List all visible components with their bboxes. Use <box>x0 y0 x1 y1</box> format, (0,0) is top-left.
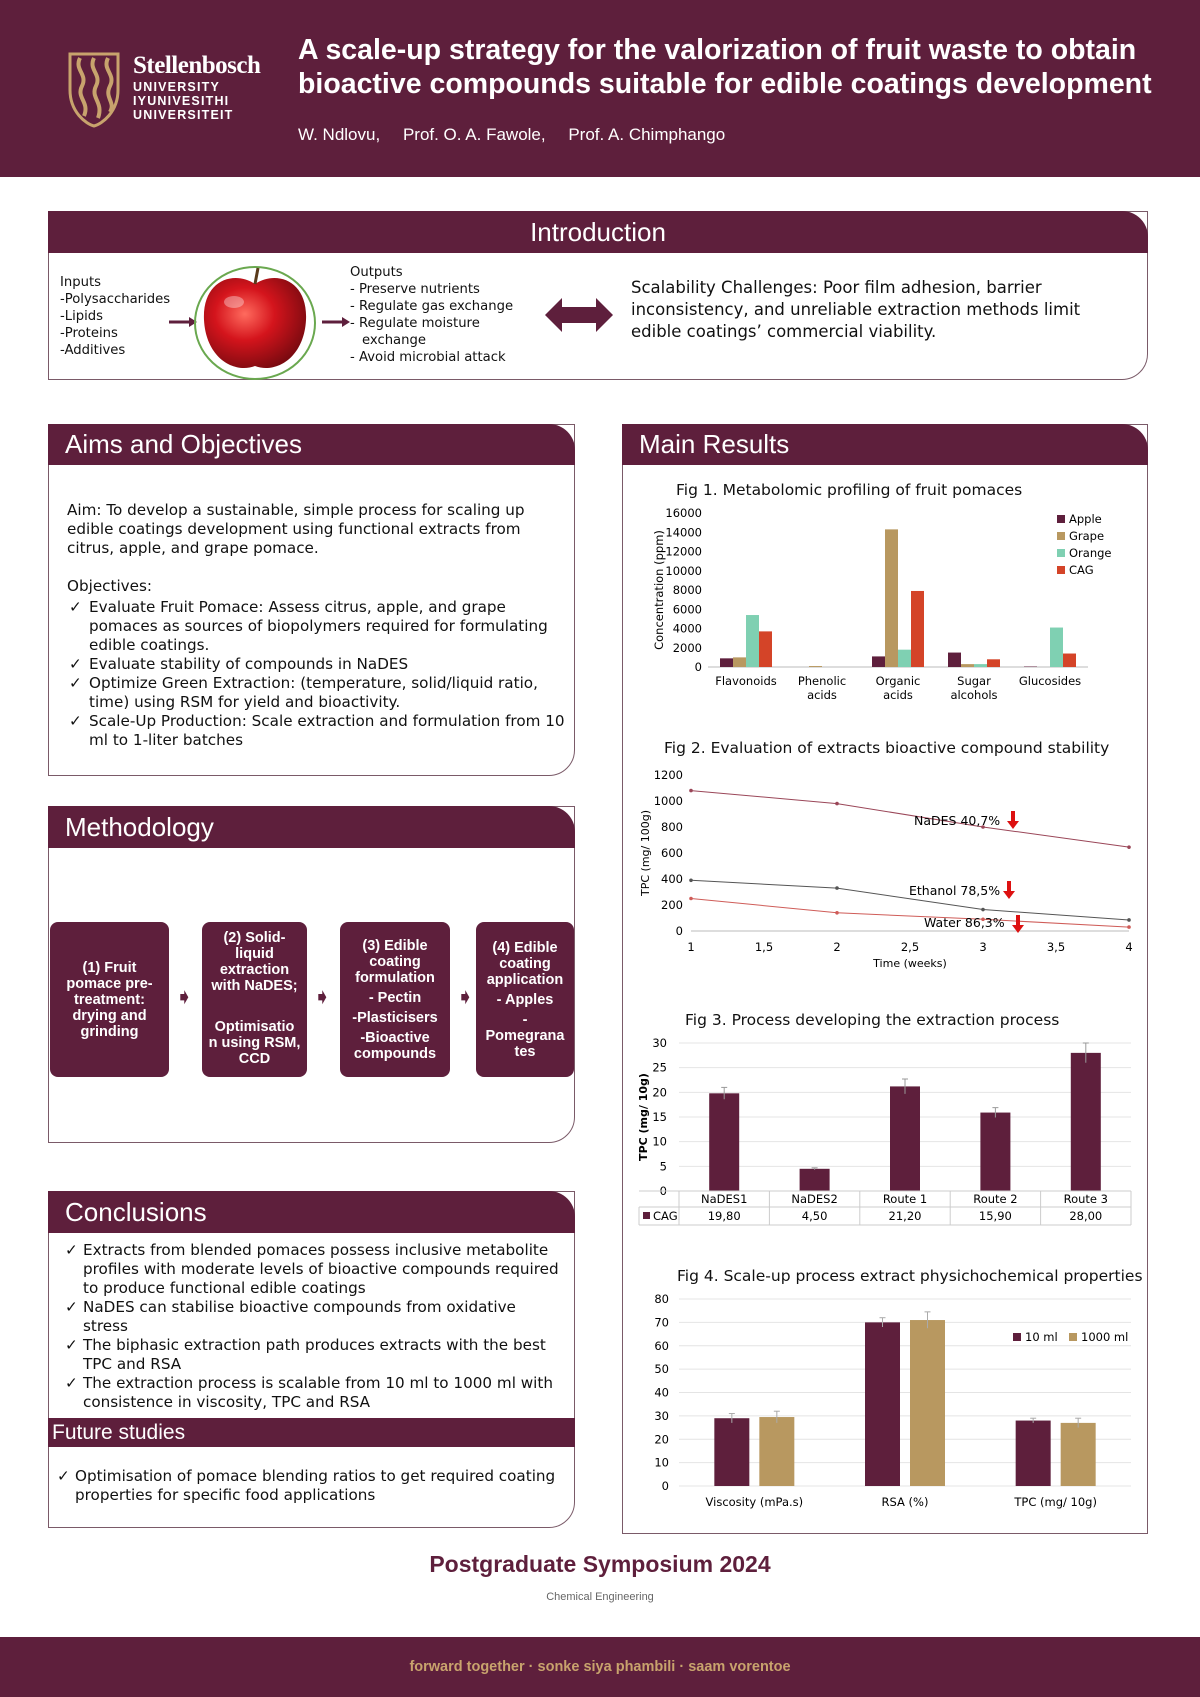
y-tick-label: 6000 <box>672 602 702 617</box>
y-tick-label: 0 <box>659 1184 667 1198</box>
aims-panel <box>48 424 575 776</box>
step-line: coating <box>499 955 551 972</box>
author: Prof. A. Chimphango <box>568 125 726 144</box>
data-point <box>835 802 839 806</box>
introduction-heading: Introduction <box>48 211 1148 253</box>
step-line: - <box>522 1011 528 1028</box>
poster-header <box>0 0 1200 177</box>
poster-title: A scale-up strategy for the valorization of fruit waste to obtain bioactive compounds suitable for edible coatings development <box>298 34 1152 100</box>
step-line: formulation <box>355 969 435 986</box>
step-arrow-icon: ➧ <box>313 985 332 1010</box>
annotation-label: Water 86,3% <box>924 915 1005 930</box>
step-application <box>476 922 574 1077</box>
bar <box>1016 1421 1051 1486</box>
step-line: liquid <box>235 946 274 962</box>
bar <box>910 1320 945 1486</box>
y-tick-label: 10000 <box>665 563 702 578</box>
logo-line: UNIVERSITY <box>133 80 221 94</box>
aims-body <box>67 501 565 750</box>
logo-line: IYUNIVESITHI <box>133 94 230 108</box>
bar <box>809 666 822 667</box>
arrow-right-icon <box>322 316 350 328</box>
step-line: coating <box>369 953 421 970</box>
data-table-value: 15,90 <box>978 1209 1012 1223</box>
future-studies-heading: Future studies <box>48 1418 575 1447</box>
step-formulation <box>340 922 450 1077</box>
y-tick-label: 80 <box>654 1292 669 1306</box>
objectives-label: Objectives: <box>67 577 153 595</box>
x-tick-label: 3,5 <box>1046 940 1066 954</box>
annotation-label: NaDES 40,7% <box>914 813 1001 828</box>
step-line: (4) Edible <box>492 939 558 956</box>
fig2-chart <box>623 765 1147 983</box>
legend-swatch <box>643 1212 650 1219</box>
fig1-chart <box>623 503 1147 703</box>
y-tick-label: 8000 <box>672 583 702 597</box>
legend-swatch <box>1057 515 1065 523</box>
step-line: application <box>486 971 564 988</box>
legend-label: 1000 ml <box>1081 1330 1129 1344</box>
inputs-item: -Lipids <box>60 309 104 324</box>
step-line: - Pectin <box>368 989 422 1006</box>
bar <box>1061 1423 1096 1486</box>
bar <box>885 529 898 667</box>
x-tick-label: RSA (%) <box>881 1495 929 1509</box>
y-tick-label: 40 <box>654 1385 669 1400</box>
step-line: (3) Edible <box>362 937 428 954</box>
x-axis-label: Time (weeks) <box>873 957 947 970</box>
x-tick-label: acids <box>807 688 837 702</box>
y-tick-label: 0 <box>675 924 683 938</box>
future-studies-list <box>57 1467 557 1505</box>
methodology-panel <box>48 806 575 1143</box>
bar <box>1063 654 1076 667</box>
step-line: extraction <box>219 962 290 978</box>
objective-item: ✓ Scale-Up Production: Scale extraction and formulation from 10 ml to 1-liter batches <box>67 712 565 750</box>
bar <box>872 656 885 667</box>
aim-label: Aim <box>67 501 97 519</box>
bar <box>865 1322 900 1486</box>
outputs-item: - Avoid microbial attack <box>350 350 506 365</box>
fig3-title: Fig 3. Process developing the extraction process <box>685 1011 1060 1029</box>
objectives-list <box>67 598 565 750</box>
data-table-value: 21,20 <box>888 1209 922 1223</box>
aim-text: : To develop a sustainable, simple process for scaling up edible coatings development using functional extracts from citrus, apple, and grape pomace. <box>67 501 525 557</box>
legend-label: Orange <box>1069 546 1112 560</box>
y-tick-label: 0 <box>661 1479 669 1493</box>
results-panel <box>622 424 1148 1534</box>
inputs-list <box>60 274 170 359</box>
y-tick-label: 70 <box>654 1315 669 1330</box>
y-tick-label: 800 <box>661 820 683 834</box>
methodology-heading: Methodology <box>48 806 575 848</box>
objective-item: ✓ Evaluate Fruit Pomace: Assess citrus, apple, and grape pomaces as sources of biopolymers required for formulating edible coatings. <box>67 598 565 655</box>
future-item: ✓ Optimisation of pomace blending ratios to get required coating properties for specific food applications <box>57 1467 557 1505</box>
authors <box>298 125 743 145</box>
department-label: Chemical Engineering <box>546 1591 654 1603</box>
x-tick-label: TPC (mg/ 10g) <box>1014 1495 1097 1509</box>
outputs-item: Outputs <box>350 265 403 280</box>
legend-label: 10 ml <box>1025 1330 1058 1344</box>
x-tick-label: Route 2 <box>973 1192 1018 1206</box>
y-axis-label: TPC (mg/ 100g) <box>639 810 652 896</box>
data-table-value: 19,80 <box>707 1209 741 1223</box>
y-tick-label: 14000 <box>665 525 702 540</box>
data-point <box>1127 925 1131 929</box>
fig4-title: Fig 4. Scale-up process extract physichochemical properties <box>677 1267 1143 1285</box>
down-arrow-icon <box>1007 811 1019 829</box>
y-tick-label: 600 <box>661 846 683 860</box>
introduction-panel <box>48 211 1148 380</box>
x-tick-label: 4 <box>1125 940 1133 954</box>
aim-paragraph <box>67 501 565 558</box>
legend-swatch <box>1069 1333 1077 1341</box>
data-point <box>835 886 839 890</box>
step-line: CCD <box>238 1051 271 1067</box>
data-point <box>835 911 839 915</box>
data-point <box>1127 918 1131 922</box>
y-tick-label: 16000 <box>665 506 702 520</box>
y-tick-label: 1200 <box>653 768 683 782</box>
legend-swatch <box>1057 549 1065 557</box>
y-tick-label: 20 <box>654 1432 669 1447</box>
y-tick-label: 2000 <box>672 640 702 655</box>
step-line: (1) Fruit <box>82 959 137 976</box>
bar <box>898 650 911 667</box>
bar <box>948 653 961 667</box>
x-tick-label: Glucosides <box>1018 674 1082 688</box>
legend-label: Grape <box>1069 529 1105 543</box>
legend-swatch <box>1057 532 1065 540</box>
footer-bar <box>0 1637 1200 1697</box>
author: W. Ndlovu, <box>298 125 381 144</box>
bar <box>987 659 1000 667</box>
fig2-title: Fig 2. Evaluation of extracts bioactive compound stability <box>664 739 1110 757</box>
y-tick-label: 4000 <box>672 621 702 636</box>
data-point <box>689 789 693 793</box>
step-line: compounds <box>353 1045 437 1062</box>
data-table-value: 4,50 <box>801 1209 828 1223</box>
y-tick-label: 30 <box>654 1408 669 1423</box>
step-line: tes <box>514 1043 536 1060</box>
symposium-title: Postgraduate Symposium 2024 <box>429 1551 771 1577</box>
data-point <box>689 897 693 901</box>
series-line <box>691 791 1129 848</box>
step-line: (2) Solid- <box>223 930 286 946</box>
bar <box>720 658 733 667</box>
x-tick-label: NaDES1 <box>701 1192 748 1206</box>
bar <box>1050 628 1063 667</box>
data-table-value: 28,00 <box>1069 1209 1103 1223</box>
x-tick-label: 1,5 <box>754 940 774 954</box>
step-line: treatment: <box>74 991 145 1008</box>
annotation-label: Ethanol 78,5% <box>909 883 1001 898</box>
x-tick-label: Organic <box>875 674 921 688</box>
conclusion-item: ✓ NaDES can stabilise bioactive compounds from oxidative stress <box>65 1298 565 1336</box>
step-line: grinding <box>80 1023 139 1040</box>
author: Prof. O. A. Fawole, <box>402 125 546 144</box>
conclusions-panel <box>48 1191 575 1528</box>
outputs-item: - Preserve nutrients <box>350 282 480 297</box>
outputs-list <box>350 264 513 366</box>
bar <box>800 1169 830 1191</box>
down-arrow-icon <box>1003 881 1015 899</box>
step-line: - Apples <box>496 991 554 1008</box>
bar <box>759 631 772 667</box>
legend-swatch <box>1013 1333 1021 1341</box>
step-line: n using RSM, <box>208 1035 301 1051</box>
y-tick-label: 30 <box>652 1036 667 1050</box>
x-tick-label: Flavonoids <box>715 674 777 688</box>
bar <box>709 1093 739 1191</box>
x-tick-label: Phenolic <box>797 674 847 688</box>
inputs-item: -Polysaccharides <box>60 292 171 307</box>
x-tick-label: alcohols <box>950 688 998 702</box>
data-point <box>1127 845 1131 849</box>
conclusion-item: ✓ The biphasic extraction path produces extracts with the best TPC and RSA <box>65 1336 565 1374</box>
x-tick-label: 3 <box>979 940 987 954</box>
y-tick-label: 1000 <box>653 794 683 808</box>
y-axis-label: TPC (mg/ 10g) <box>637 1073 650 1161</box>
x-tick-label: Sugar <box>957 674 991 688</box>
step-line: drying and <box>72 1007 147 1024</box>
logo-line: UNIVERSITEIT <box>133 108 234 122</box>
data-point <box>981 908 985 912</box>
legend-swatch <box>1057 566 1065 574</box>
bar <box>911 591 924 667</box>
conclusion-item: ✓ The extraction process is scalable from 10 ml to 1000 ml with consistence in viscosity, TPC and RSA <box>65 1374 565 1412</box>
bar <box>961 664 974 667</box>
stellenbosch-logo-icon <box>66 50 122 128</box>
bar <box>746 615 759 667</box>
series-line <box>691 899 1129 928</box>
apple-icon <box>194 262 316 380</box>
bar <box>733 657 746 667</box>
y-tick-label: 5 <box>659 1159 667 1174</box>
tagline: forward together · sonke siya phambili · saam vorentoe <box>409 1659 791 1675</box>
y-tick-label: 50 <box>654 1362 669 1377</box>
y-tick-label: 0 <box>694 660 702 674</box>
y-tick-label: 200 <box>661 898 683 912</box>
x-tick-label: acids <box>883 688 913 702</box>
x-tick-label: Route 1 <box>882 1192 928 1206</box>
conclusions-heading: Conclusions <box>48 1191 575 1233</box>
fig3-chart <box>623 1033 1147 1251</box>
y-tick-label: 12000 <box>665 544 702 559</box>
legend-label: CAG <box>1069 563 1094 577</box>
outputs-item: - Regulate moisture <box>350 316 480 331</box>
step-line: Pomegrana <box>485 1027 565 1044</box>
legend-label: Apple <box>1069 512 1102 526</box>
x-tick-label: 1 <box>687 940 695 954</box>
inputs-item: Inputs <box>60 275 102 290</box>
y-tick-label: 25 <box>652 1060 667 1075</box>
logo-name: Stellenbosch <box>133 52 261 79</box>
bar <box>714 1418 749 1486</box>
x-tick-label: Viscosity (mPa.s) <box>705 1495 804 1509</box>
x-tick-label: 2,5 <box>900 940 920 954</box>
y-tick-label: 10 <box>652 1134 667 1149</box>
scalability-text: Scalability Challenges: Poor film adhesion, barrier inconsistency, and unreliable extraction methods limit edible coatings’ commercial viability. <box>631 278 1081 341</box>
objective-item: ✓ Evaluate stability of compounds in NaDES <box>67 655 565 674</box>
conclusion-item: ✓ Extracts from blended pomaces possess inclusive metabolite profiles with moderate levels of bioactive compounds required to produce functional edible coatings <box>65 1241 565 1298</box>
aims-heading: Aims and Objectives <box>48 424 575 465</box>
x-tick-label: NaDES2 <box>791 1192 838 1206</box>
bar <box>759 1417 794 1486</box>
bar <box>974 664 987 667</box>
outputs-item: exchange <box>362 333 426 348</box>
legend-label: CAG <box>653 1209 678 1223</box>
inputs-item: -Additives <box>60 343 126 358</box>
y-tick-label: 400 <box>661 872 683 886</box>
step-line: with NaDES; <box>211 978 298 994</box>
y-tick-label: 15 <box>652 1110 667 1124</box>
arrow-right-icon <box>169 316 197 328</box>
y-tick-label: 20 <box>652 1085 667 1100</box>
bar <box>1071 1053 1101 1191</box>
fig1-title: Fig 1. Metabolomic profiling of fruit pomaces <box>676 481 1023 499</box>
step-line: -Bioactive <box>360 1029 430 1046</box>
step-line: Optimisatio <box>214 1019 295 1035</box>
double-arrow-icon <box>545 298 613 332</box>
bar <box>980 1113 1010 1191</box>
y-tick-label: 60 <box>654 1338 669 1353</box>
conclusions-list <box>65 1241 565 1412</box>
step-extraction <box>202 922 307 1077</box>
step-arrow-icon: ➧ <box>175 985 194 1010</box>
step-pretreatment <box>50 922 169 1077</box>
x-tick-label: 2 <box>833 940 841 954</box>
inputs-item: -Proteins <box>60 326 118 341</box>
step-arrow-icon: ➧ <box>456 985 475 1010</box>
results-heading: Main Results <box>622 424 1148 465</box>
bar <box>890 1086 920 1191</box>
outputs-item: - Regulate gas exchange <box>350 299 514 314</box>
step-line: pomace pre- <box>66 975 153 992</box>
y-tick-label: 10 <box>654 1455 669 1470</box>
y-axis-label: Concentration (ppm) <box>652 530 666 650</box>
down-arrow-icon <box>1012 915 1024 933</box>
data-point <box>689 879 693 883</box>
objective-item: ✓ Optimize Green Extraction: (temperature, solid/liquid ratio, time) using RSM for yield and bioactivity. <box>67 674 565 712</box>
fig4-chart <box>623 1289 1147 1519</box>
logo-text <box>133 52 260 122</box>
step-line: -Plasticisers <box>352 1009 438 1026</box>
x-tick-label: Route 3 <box>1063 1192 1108 1206</box>
